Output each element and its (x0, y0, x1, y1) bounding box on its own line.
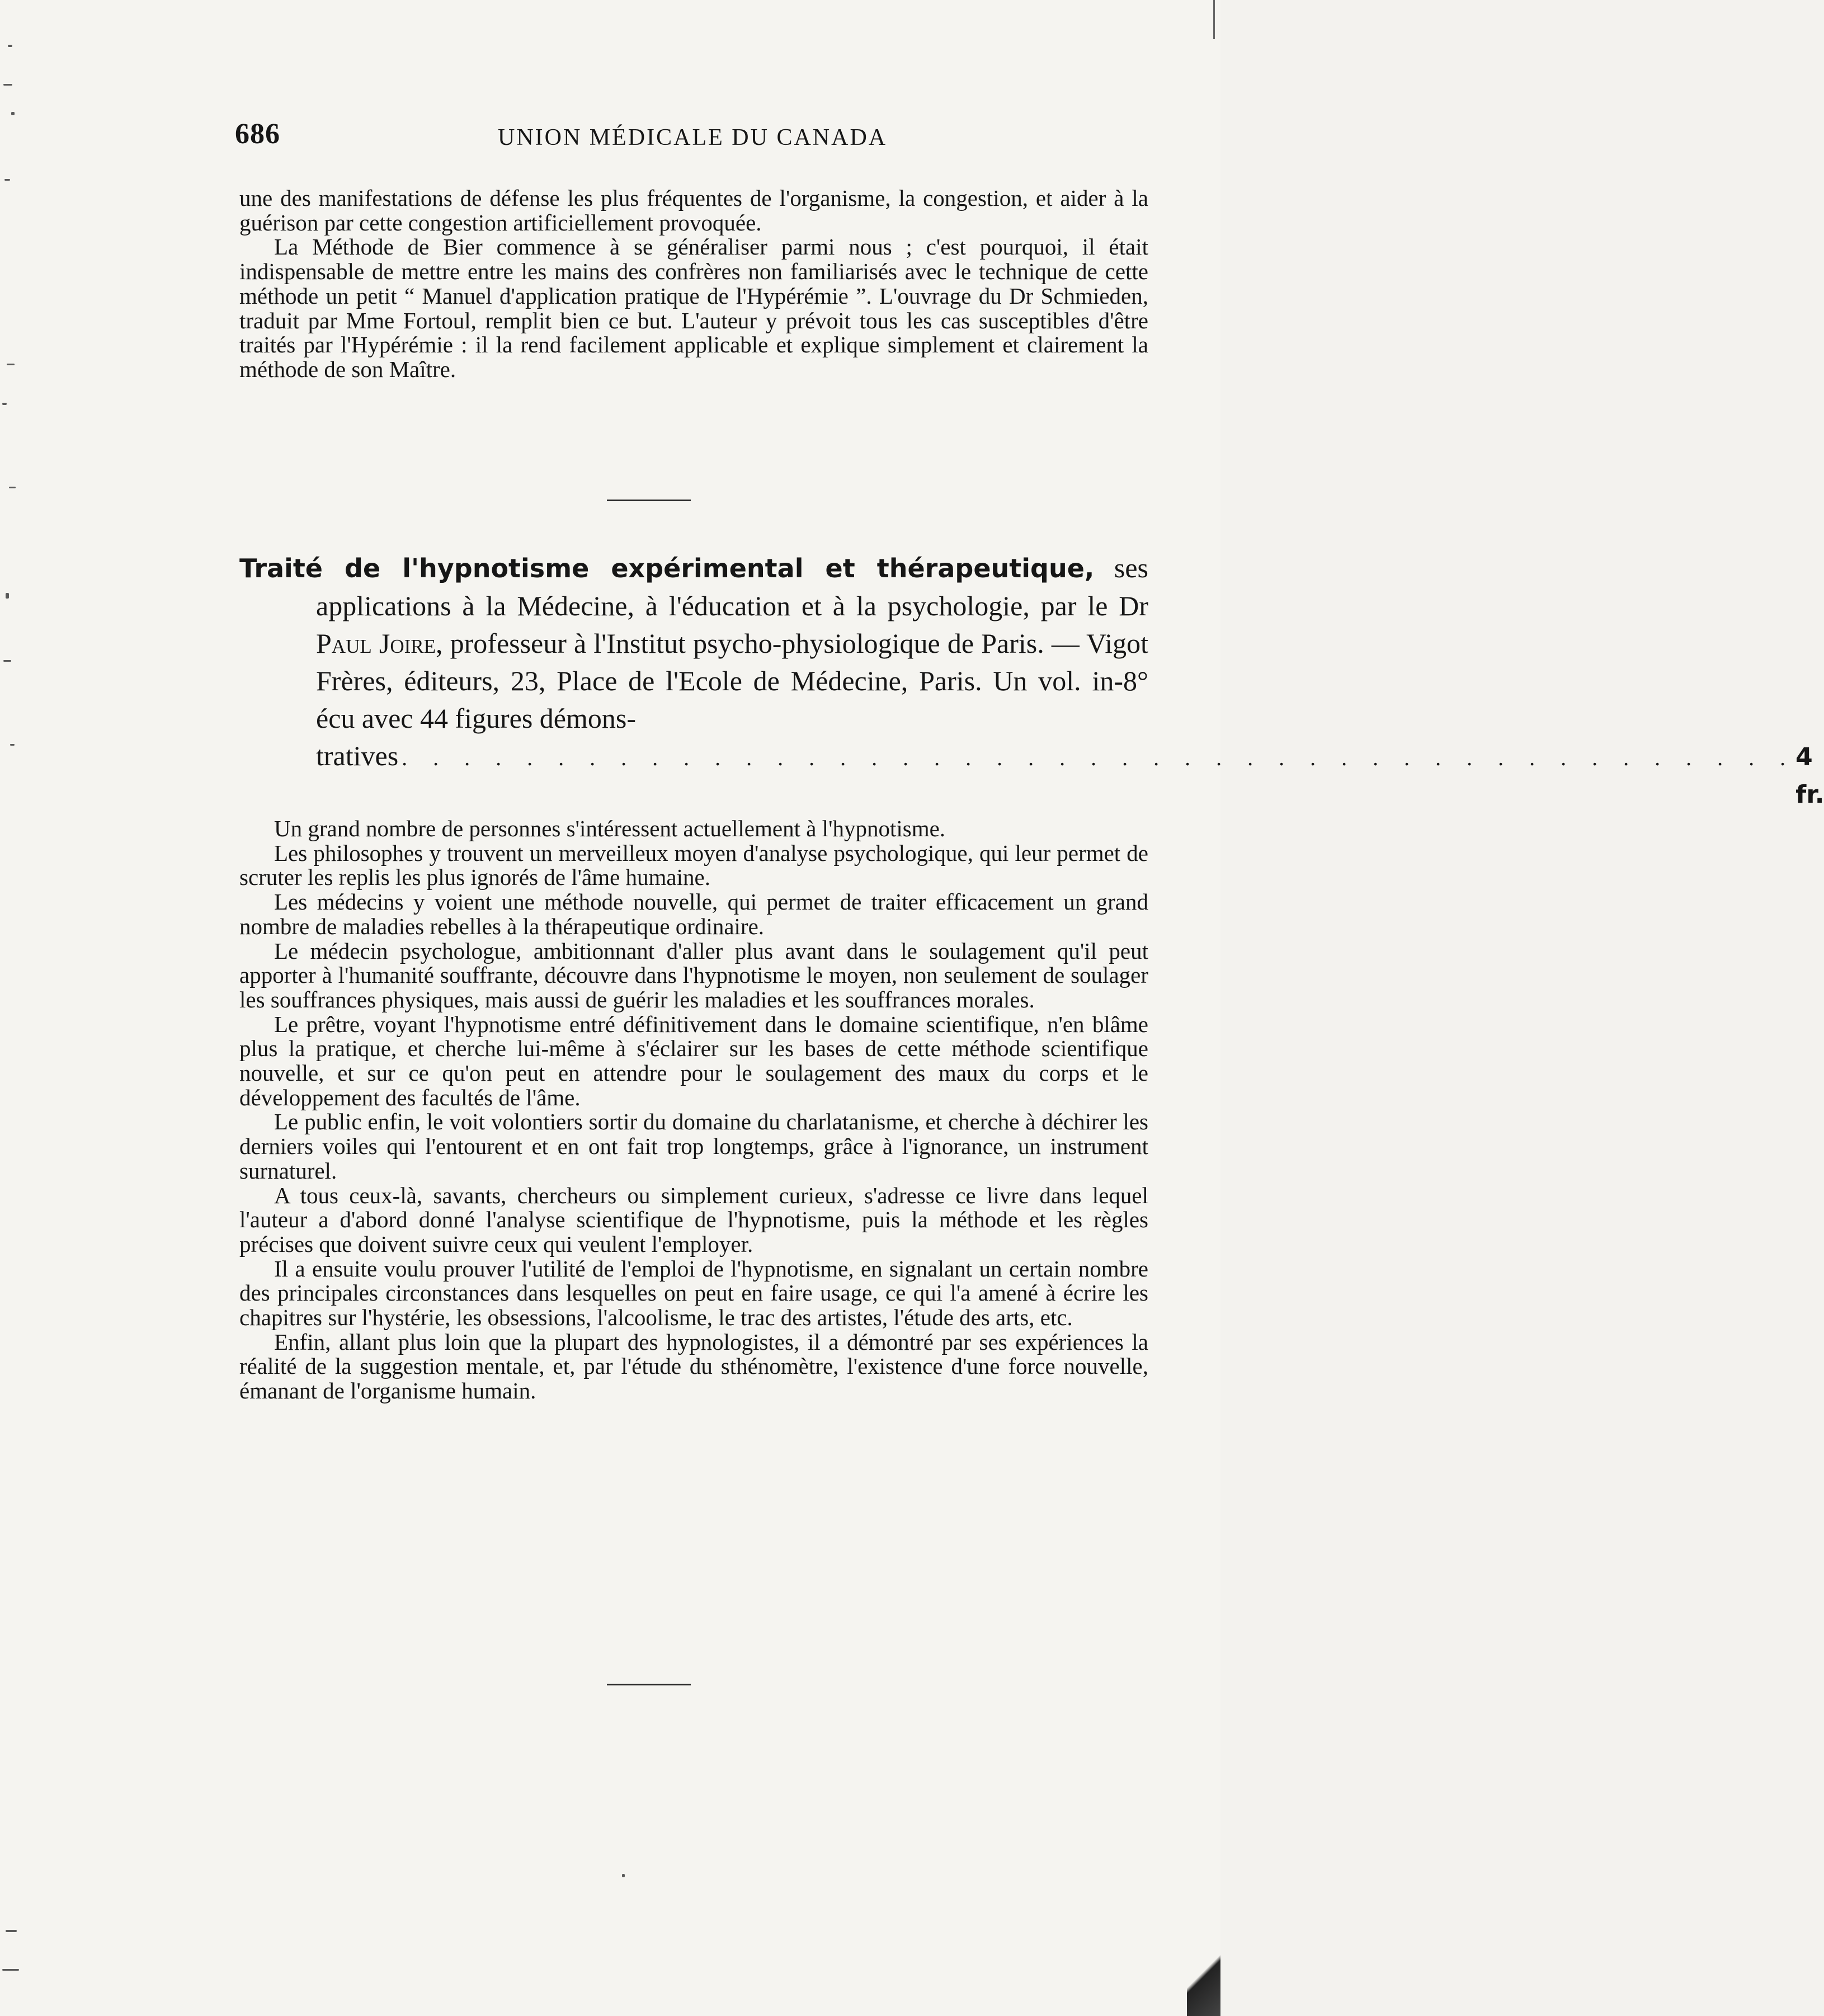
top-section (239, 186, 1148, 382)
print-speck (622, 1874, 625, 1877)
paragraph: Les philosophes y trouvent un merveilleux moyen d'analyse psychologique, qui leur permet de scruter les replis les plus ignorés de l'âme humaine. (239, 840, 1148, 891)
book-price: 4 fr. (1795, 743, 1824, 809)
book-entry (239, 549, 1824, 813)
paragraph: Le public enfin, le voit volontiers sortir du domaine du charlatanisme, et cherche à déchirer les derniers voiles qui l'entourent et en ont fait trop longtemps, grâce à l'ignorance, un instrument surnaturel. (239, 1109, 1148, 1184)
running-head: UNION MÉDICALE DU CANADA (498, 125, 888, 150)
paragraph: Les médecins y voient une méthode nouvelle, qui permet de traiter efficacement un grand nombre de maladies rebelles à la thérapeutique ordinaire. (239, 889, 1148, 939)
scan-corner-shadow (1187, 1938, 1220, 2016)
paragraph: Un grand nombre de personnes s'intéressent actuellement à l'hypnotisme. (274, 816, 946, 841)
book-description-end: tratives (316, 740, 399, 771)
book-author: Paul Joire (316, 628, 436, 659)
paragraph: La Méthode de Bier commence à se généraliser parmi nous ; c'est pourquoi, il était indispensable de mettre entre les mains des confrères non familiarisés avec le technique de cette méthode un petit “ Manuel d'application pratique de l'Hypérémie ”. L'ouvrage du Dr Schmieden, traduit par Mme Fortoul, remplit bien ce but. L'auteur y prévoit tous les cas susceptibles d'être traités par l'Hypérémie : il la rend facilement applicable et explique simplement et clairement la méthode de son Maître. (239, 234, 1148, 382)
price-line (239, 737, 1824, 813)
book-publisher-details: , professeur à l'Institut psycho-physiologique de Paris. — Vigot Frères, éditeurs, 23, Place de l'Ecole de Médecine, Paris. Un vol. in-8° écu avec 44 figures démons- (316, 628, 1148, 734)
page-header (235, 117, 1152, 157)
paragraph: Il a ensuite voulu prouver l'utilité de l'emploi de l'hypnotisme, en signalant un certain nombre des principales circonstances dans lesquelles on peut en faire usage, ce qui l'a amené à écrire les chapitres sur l'hystérie, les obsessions, l'alcoolisme, le trac des artistes, l'étude des arts, etc. (239, 1255, 1148, 1331)
paragraph: A tous ceux-là, savants, chercheurs ou simplement curieux, s'adresse ce livre dans lequel l'auteur a d'abord donné l'analyse scientifique de l'hypnotisme, puis la méthode et les règles précises que doivent suivre ceux qui veulent l'employer. (239, 1182, 1148, 1257)
dot-leaders: . . . . . . . . . . . . . . . . . . . . . . . . . . . . . . . . . . . . . . . . . . . . . (402, 745, 1796, 770)
section-divider (607, 500, 691, 501)
left-margin-scan-marks (0, 0, 34, 2016)
book-title: Traité de l'hypnotisme expérimental et thérapeutique, (239, 553, 1095, 583)
paragraph: Enfin, allant plus loin que la plupart des hypnologistes, il a démontré par ses expériences la réalité de la suggestion mentale, et, par l'étude du sthénomètre, l'existence d'une force nouvelle, émanant de l'organisme humain. (239, 1329, 1148, 1404)
paragraph: Le médecin psychologue, ambitionnant d'aller plus avant dans le soulagement qu'il peut apporter à l'humanité souffrante, découvre dans l'hypnotisme le moyen, non seulement de soulager les souffrances physiques, mais aussi de guérir les maladies et les souffrances morales. (239, 938, 1148, 1012)
page-number: 686 (235, 118, 280, 150)
book-description: ses applications à la Médecine, à l'éducation et à la psychologie, par le Dr (316, 552, 1148, 621)
book-entry-heading (239, 549, 1148, 737)
scan-edge-mark (1191, 0, 1215, 39)
section-divider (607, 1684, 691, 1685)
review-section (239, 817, 1148, 1403)
paragraph: une des manifestations de défense les plus fréquentes de l'organisme, la congestion, et aider à la guérison par cette congestion artificiellement provoquée. (239, 185, 1148, 235)
paragraph: Le prêtre, voyant l'hypnotisme entré définitivement dans le domaine scientifique, n'en blâme plus la pratique, et cherche lui-même à s'éclairer sur les bases de cette méthode scientifique nouvelle, et sur ce qu'on peut en attendre pour le soulagement des maux du corps et le développement des facultés de l'âme. (239, 1011, 1148, 1110)
